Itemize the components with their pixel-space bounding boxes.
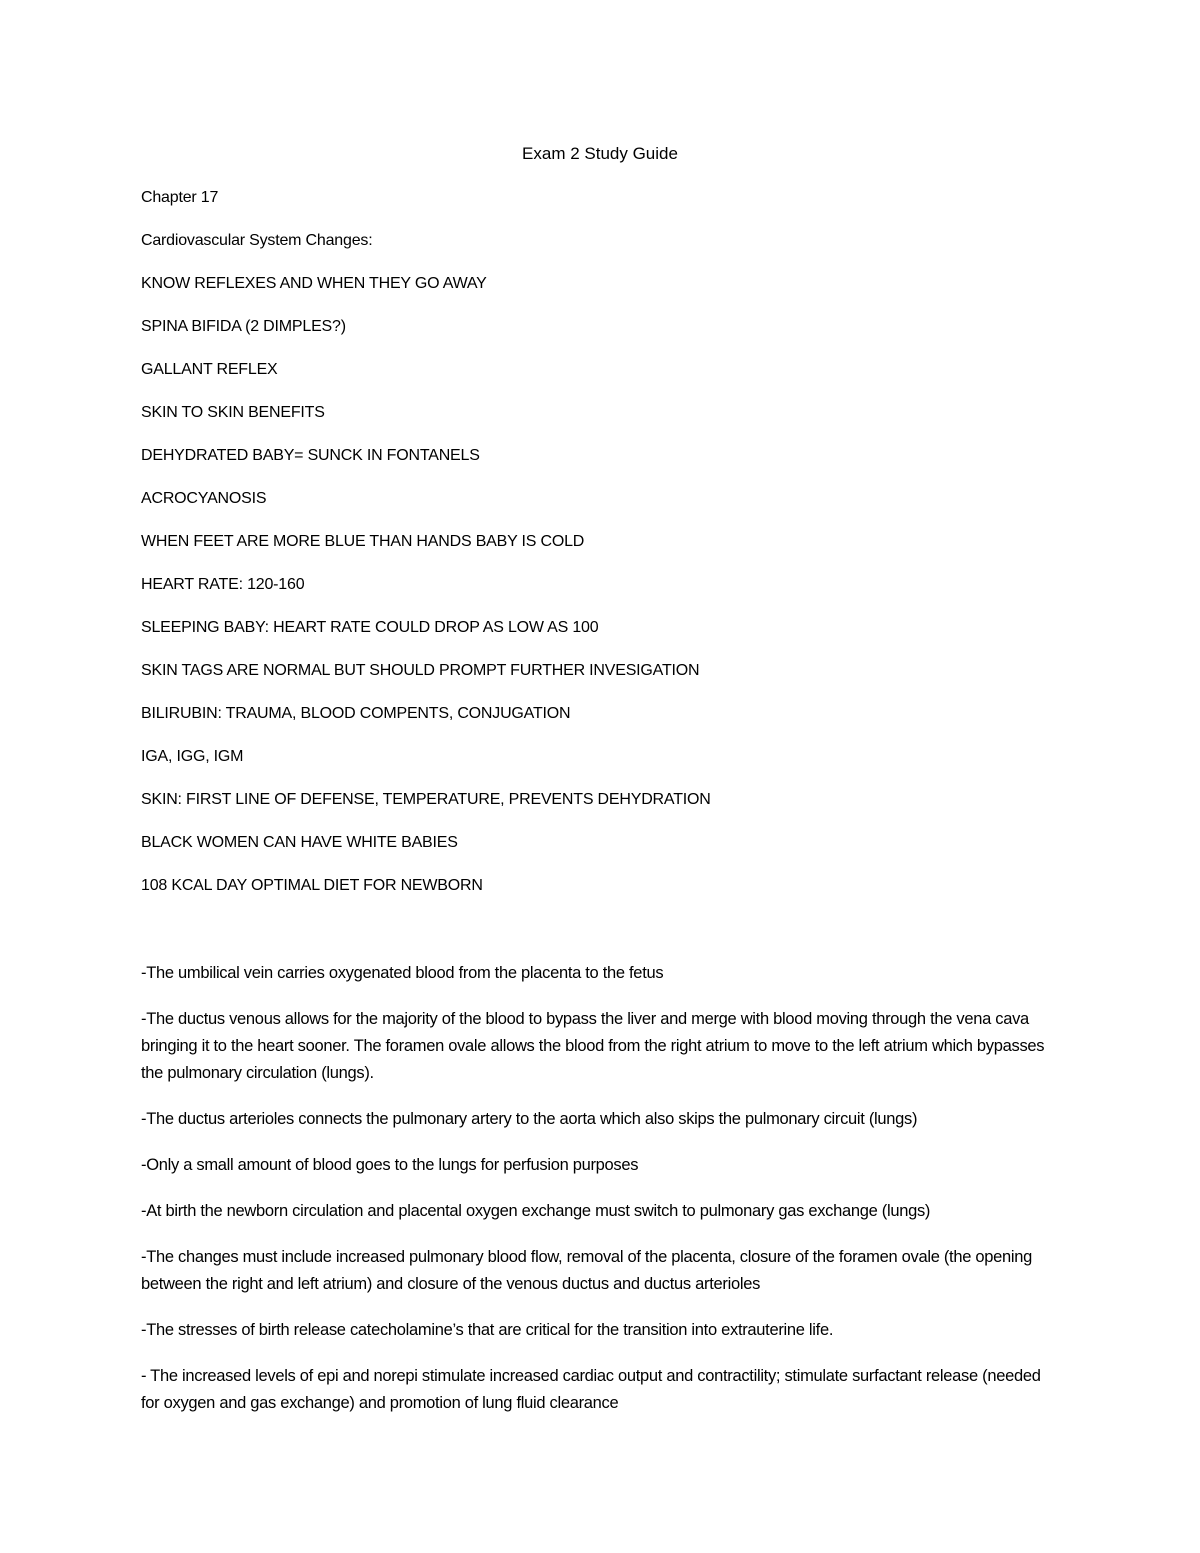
paragraph: -The umbilical vein carries oxygenated blood from the placenta to the fetus xyxy=(141,964,664,982)
note-item: SPINA BIFIDA (2 DIMPLES?) xyxy=(141,318,346,335)
paragraph: - The increased levels of epi and norepi stimulate increased cardiac output and contractility; stimulate surfactant release (needed for oxygen and gas exchange) and promotion of lung fluid clearance xyxy=(141,1367,1041,1412)
note-item: SKIN: FIRST LINE OF DEFENSE, TEMPERATURE, PREVENTS DEHYDRATION xyxy=(141,791,711,808)
paragraph: -At birth the newborn circulation and placental oxygen exchange must switch to pulmonary gas exchange (lungs) xyxy=(141,1202,931,1220)
note-item: SLEEPING BABY: HEART RATE COULD DROP AS LOW AS 100 xyxy=(141,619,599,636)
note-item: DEHYDRATED BABY= SUNCK IN FONTANELS xyxy=(141,447,480,464)
note-item: GALLANT REFLEX xyxy=(141,361,278,378)
note-item: BILIRUBIN: TRAUMA, BLOOD COMPENTS, CONJUGATION xyxy=(141,705,571,722)
paragraph: -The changes must include increased pulmonary blood flow, removal of the placenta, closure of the foramen ovale (the opening between the right and left atrium) and closure of the venous ductus and ductus arterioles xyxy=(141,1248,1033,1293)
note-item: KNOW REFLEXES AND WHEN THEY GO AWAY xyxy=(141,275,487,292)
note-item: SKIN TO SKIN BENEFITS xyxy=(141,404,325,421)
document-title: Exam 2 Study Guide xyxy=(522,144,678,163)
notes-list xyxy=(141,272,1061,898)
paragraph: -Only a small amount of blood goes to the lungs for perfusion purposes xyxy=(141,1156,639,1174)
section-heading: Cardiovascular System Changes: xyxy=(141,232,373,249)
note-item: ACROCYANOSIS xyxy=(141,490,267,507)
chapter-heading: Chapter 17 xyxy=(141,189,219,206)
chapter-block xyxy=(141,186,1061,917)
note-item: WHEN FEET ARE MORE BLUE THAN HANDS BABY IS COLD xyxy=(141,533,585,550)
note-item: IGA, IGG, IGM xyxy=(141,748,244,765)
note-item: SKIN TAGS ARE NORMAL BUT SHOULD PROMPT FURTHER INVESIGATION xyxy=(141,662,700,679)
paragraphs-block xyxy=(141,960,1061,1436)
note-item: HEART RATE: 120-160 xyxy=(141,576,305,593)
paragraph: -The ductus venous allows for the majority of the blood to bypass the liver and merge with blood moving through the vena cava bringing it to the heart sooner. The foramen ovale allows the blood from the right atrium to move to the left atrium which bypasses the pulmonary circulation (lungs). xyxy=(141,1010,1045,1082)
paragraph: -The stresses of birth release catecholamine’s that are critical for the transition into extrauterine life. xyxy=(141,1321,834,1339)
note-item: BLACK WOMEN CAN HAVE WHITE BABIES xyxy=(141,834,458,851)
note-item: 108 KCAL DAY OPTIMAL DIET FOR NEWBORN xyxy=(141,877,483,894)
paragraph: -The ductus arterioles connects the pulmonary artery to the aorta which also skips the pulmonary circuit (lungs) xyxy=(141,1110,918,1128)
